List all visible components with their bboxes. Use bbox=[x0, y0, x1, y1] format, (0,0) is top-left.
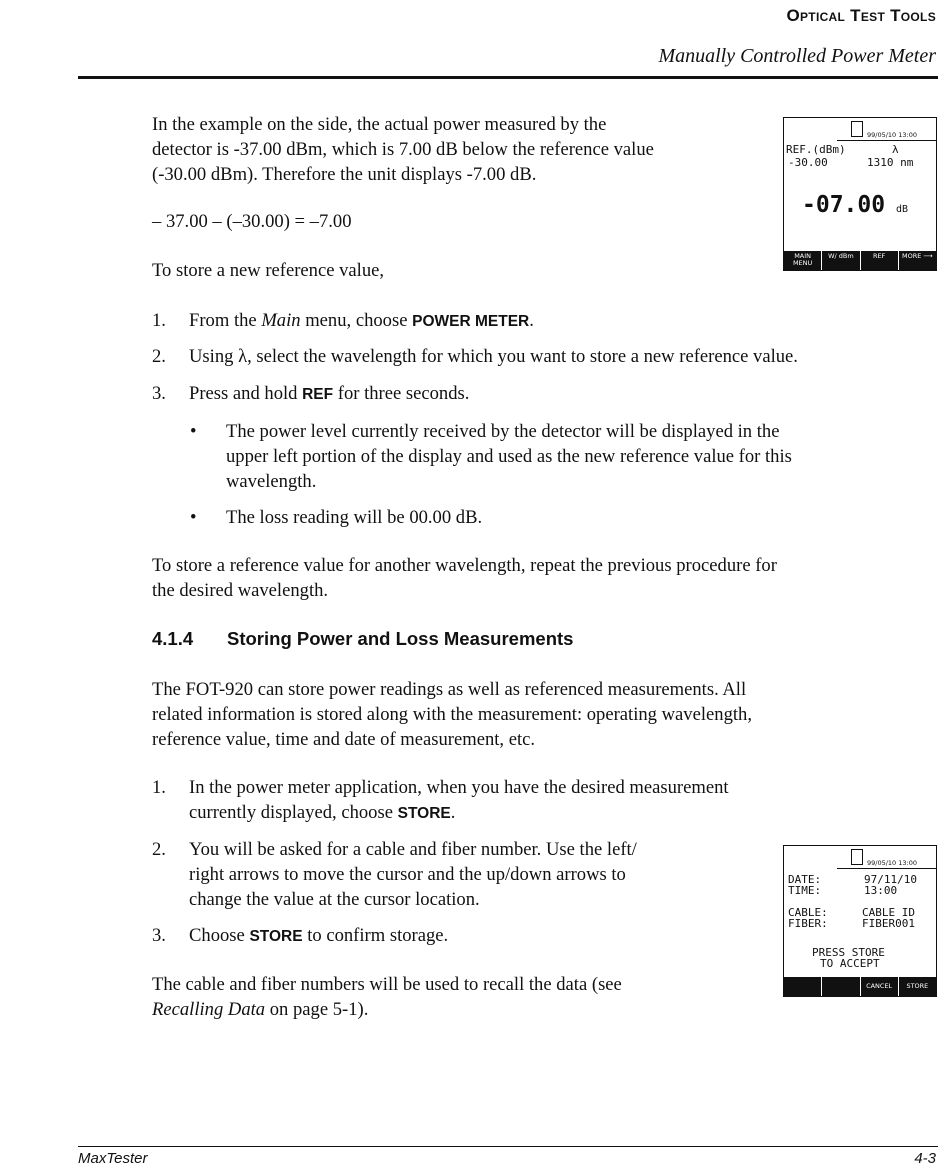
screen-timestamp: 99/05/10 13:00 bbox=[867, 859, 917, 867]
header-rule bbox=[78, 76, 938, 79]
step-text-part: From the bbox=[189, 310, 262, 331]
more-softkey[interactable]: MORE ⟶ bbox=[898, 251, 936, 270]
reading-unit: dB bbox=[896, 204, 909, 215]
ref-softkey[interactable]: REF bbox=[860, 251, 898, 270]
battery-icon bbox=[851, 121, 863, 137]
loss-reading: -07.00 bbox=[802, 192, 886, 218]
lambda-label: λ bbox=[892, 143, 899, 156]
step-text-part: currently displayed, choose bbox=[189, 802, 398, 823]
paragraph-line: The FOT-920 can store power readings as well as referenced measurements. All bbox=[152, 679, 747, 700]
step-number: 2. bbox=[152, 346, 166, 367]
step-text bbox=[189, 775, 729, 826]
key-name: STORE bbox=[397, 805, 451, 822]
paragraph-text-part: on page 5-1). bbox=[265, 999, 369, 1020]
step-number: 3. bbox=[152, 383, 166, 404]
step-text bbox=[189, 837, 637, 912]
w-dbm-softkey[interactable]: W/ dBm bbox=[821, 251, 859, 270]
blank-softkey bbox=[821, 977, 859, 996]
cancel-softkey[interactable]: CANCEL bbox=[860, 977, 898, 996]
recall-link-text: Recalling Data bbox=[152, 999, 266, 1020]
store-softkey[interactable]: STORE bbox=[898, 977, 936, 996]
time-value: 13:00 bbox=[864, 884, 898, 897]
paragraph-line: reference value, time and date of measurement, etc. bbox=[152, 729, 536, 750]
step-text-part: Choose bbox=[189, 925, 250, 946]
repeat-paragraph bbox=[152, 553, 777, 603]
blank-softkey bbox=[784, 977, 821, 996]
status-bar bbox=[837, 118, 936, 141]
ref-value: -30.00 bbox=[788, 156, 828, 169]
step-text: Using λ, select the wavelength for which you want to store a new reference value. bbox=[189, 346, 798, 367]
store-ref-intro: To store a new reference value, bbox=[152, 260, 385, 281]
step-text-part: to confirm storage. bbox=[302, 925, 449, 946]
screen-timestamp: 99/05/10 13:00 bbox=[867, 131, 917, 139]
paragraph-line: The cable and fiber numbers will be used to recall the data (see bbox=[152, 974, 622, 995]
paragraph-line: To store a reference value for another wavelength, repeat the previous procedure for bbox=[152, 555, 777, 576]
bullet-line: upper left portion of the display and used as the new reference value for this bbox=[226, 446, 792, 467]
softkey-bar bbox=[784, 977, 936, 996]
step-text-part: for three seconds. bbox=[333, 383, 470, 404]
step-line bbox=[189, 800, 729, 826]
step-text bbox=[189, 308, 534, 334]
wavelength-value: 1310 nm bbox=[867, 156, 914, 169]
status-bar bbox=[837, 846, 936, 869]
fiber-value: FIBER001 bbox=[862, 917, 915, 930]
step-text-part: . bbox=[529, 310, 534, 331]
step-line: In the power meter application, when you have the desired measurement bbox=[189, 777, 729, 798]
power-meter-screen bbox=[783, 117, 937, 271]
main-menu-softkey[interactable]: MAIN MENU bbox=[792, 252, 813, 267]
step-text bbox=[189, 923, 448, 949]
paragraph-line bbox=[152, 997, 622, 1022]
store-intro-paragraph bbox=[152, 677, 752, 752]
step-number: 3. bbox=[152, 925, 166, 946]
section-heading bbox=[152, 628, 573, 650]
header-subtitle: Manually Controlled Power Meter bbox=[658, 45, 936, 67]
ref-label: REF.(dBm) bbox=[786, 143, 846, 156]
step-number: 2. bbox=[152, 839, 166, 860]
time-label: TIME: bbox=[788, 884, 822, 897]
bullet-icon: • bbox=[190, 507, 197, 528]
key-name: STORE bbox=[249, 928, 303, 945]
paragraph-line: related information is stored along with the measurement: operating wavelength, bbox=[152, 704, 752, 725]
page-number: 4-3 bbox=[914, 1150, 936, 1167]
step-text bbox=[189, 381, 469, 407]
cable-value: CABLE ID bbox=[862, 906, 915, 919]
step-text-part: Press and hold bbox=[189, 383, 303, 404]
bullet-text: The loss reading will be 00.00 dB. bbox=[226, 507, 483, 528]
cable-label: CABLE: bbox=[788, 906, 828, 919]
step-text-part: . bbox=[450, 802, 456, 823]
intro-line: detector is -37.00 dBm, which is 7.00 dB below the reference value bbox=[152, 139, 654, 160]
bullet-line: The power level currently received by the detector will be displayed in the bbox=[226, 421, 780, 442]
intro-paragraph bbox=[152, 112, 654, 187]
fiber-label: FIBER: bbox=[788, 917, 828, 930]
step-number: 1. bbox=[152, 777, 166, 798]
step-emphasis: Main bbox=[261, 310, 301, 331]
recall-paragraph bbox=[152, 972, 622, 1022]
step-number: 1. bbox=[152, 310, 166, 331]
bullet-line: wavelength. bbox=[226, 471, 317, 492]
footer-product: MaxTester bbox=[78, 1150, 148, 1167]
section-number: 4.1.4 bbox=[152, 628, 194, 649]
softkey-bar bbox=[784, 251, 936, 270]
equation: – 37.00 – (–30.00) = –7.00 bbox=[152, 211, 352, 232]
step-line: You will be asked for a cable and fiber number. Use the left/ bbox=[189, 839, 637, 860]
step-text-part: menu, choose bbox=[300, 310, 413, 331]
footer-rule bbox=[78, 1146, 938, 1147]
store-screen bbox=[783, 845, 937, 997]
step-line: change the value at the cursor location. bbox=[189, 889, 480, 910]
intro-line: In the example on the side, the actual power measured by the bbox=[152, 114, 607, 135]
date-label: DATE: bbox=[788, 873, 822, 886]
intro-line: (-30.00 dBm). Therefore the unit displays -7.00 dB. bbox=[152, 164, 537, 185]
header-title: Optical Test Tools bbox=[786, 6, 936, 25]
section-title: Storing Power and Loss Measurements bbox=[227, 628, 574, 649]
prompt-line: PRESS STORE bbox=[812, 946, 885, 959]
battery-icon bbox=[851, 849, 863, 865]
date-value: 97/11/10 bbox=[864, 873, 917, 886]
key-name: REF bbox=[302, 386, 334, 403]
step-line: right arrows to move the cursor and the up/down arrows to bbox=[189, 864, 626, 885]
key-name: POWER METER bbox=[412, 313, 530, 330]
paragraph-line: the desired wavelength. bbox=[152, 580, 329, 601]
bullet-text bbox=[226, 419, 792, 494]
prompt-line: TO ACCEPT bbox=[820, 957, 880, 970]
bullet-icon: • bbox=[190, 421, 197, 442]
